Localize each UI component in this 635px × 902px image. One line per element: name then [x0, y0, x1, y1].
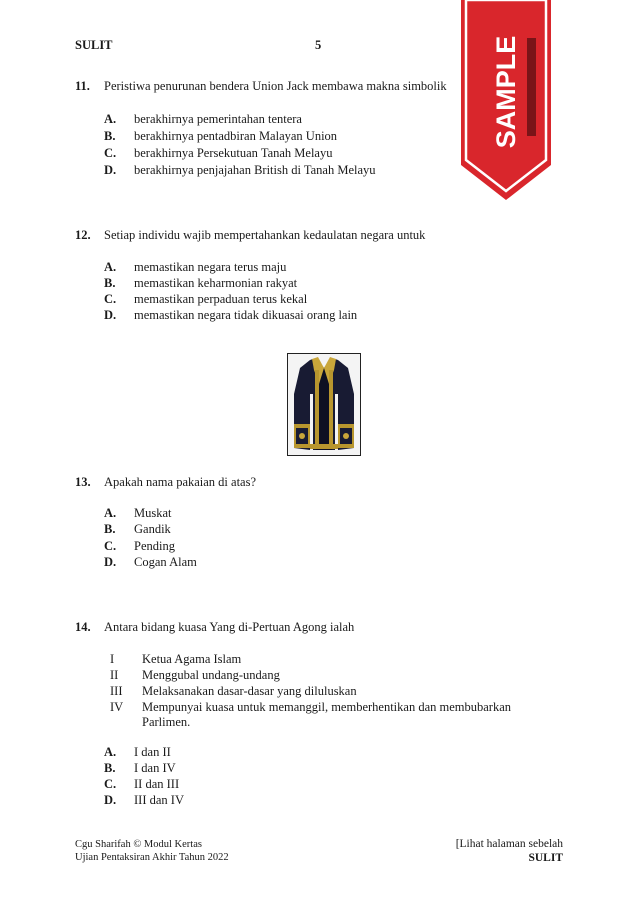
q12-option-c-letter: C. [104, 292, 117, 306]
q11-option-c-text: berakhirnya Persekutuan Tanah Melayu [134, 146, 333, 160]
q14-option-d-letter: D. [104, 793, 117, 807]
q11-option-a-text: berakhirnya pemerintahan tentera [134, 112, 302, 126]
q14-option-d-text: III dan IV [134, 793, 184, 807]
q13-option-c-text: Pending [134, 539, 175, 553]
q11-option-d-letter: D. [104, 163, 117, 177]
q14-statement-i-text: Ketua Agama Islam [142, 652, 242, 666]
footer-right-sulit: SULIT [528, 852, 563, 864]
q11-option-d-text: berakhirnya penjajahan British di Tanah Melayu [134, 163, 376, 177]
q12-option-d-text: memastikan negara tidak dikuasai orang lain [134, 308, 358, 322]
q12-option-a-text: memastikan negara terus maju [134, 260, 287, 274]
question-11-number: 11. [75, 79, 90, 93]
q14-statement-iv-num: IV [110, 700, 124, 714]
footer-next-page [450, 837, 563, 865]
q14-option-a-letter: A. [104, 745, 117, 759]
q13-option-a-text: Muskat [134, 506, 172, 520]
question-12-number: 12. [75, 228, 91, 242]
question-13-number: 13. [75, 475, 91, 489]
footer-credit [75, 838, 229, 864]
footer-left-line1: Cgu Sharifah © Modul Kertas [75, 839, 202, 850]
footer-left-line2: Ujian Pentaksiran Akhir Tahun 2022 [75, 852, 229, 863]
q13-option-d-letter: D. [104, 555, 117, 569]
page-number: 5 [315, 38, 322, 52]
question-13-text: Apakah nama pakaian di atas? [104, 475, 257, 489]
q14-statement-ii-num: II [110, 668, 119, 682]
header-sulit: SULIT [75, 38, 113, 52]
q14-option-a-text: I dan II [134, 745, 171, 759]
q14-statement-ii-text: Menggubal undang-undang [142, 668, 280, 682]
q12-option-c-text: memastikan perpaduan terus kekal [134, 292, 308, 306]
q12-option-d-letter: D. [104, 308, 117, 322]
q12-option-b-text: memastikan keharmonian rakyat [134, 276, 298, 290]
q11-option-b-text: berakhirnya pentadbiran Malayan Union [134, 129, 338, 143]
question-14-number: 14. [75, 620, 91, 634]
q13-option-c-letter: C. [104, 539, 117, 553]
q12-option-a-letter: A. [104, 260, 117, 274]
q12-option-b-letter: B. [104, 276, 116, 290]
footer-right-line1: [Lihat halaman sebelah [455, 838, 563, 850]
q14-option-c-text: II dan III [134, 777, 180, 791]
garment-photo [287, 353, 361, 456]
q11-option-b-letter: B. [104, 129, 116, 143]
q13-option-b-text: Gandik [134, 522, 171, 536]
q14-option-c-letter: C. [104, 777, 117, 791]
q14-statement-iii-num: III [110, 684, 123, 698]
q13-option-b-letter: B. [104, 522, 116, 536]
q11-option-c-letter: C. [104, 146, 117, 160]
sample-stamp-text: SAMPLE [491, 35, 521, 149]
q14-statement-iii-text: Melaksanakan dasar-dasar yang diluluskan [142, 684, 357, 698]
q14-option-b-letter: B. [104, 761, 116, 775]
embroidered-jacket-illustration [288, 354, 360, 455]
question-11-text: Peristiwa penurunan bendera Union Jack membawa makna simbolik [104, 79, 447, 93]
q14-statement-iv-text: Mempunyai kuasa untuk memanggil, memberhentikan dan membubarkan Parlimen. [142, 700, 512, 729]
question-14-text: Antara bidang kuasa Yang di-Pertuan Agong ialah [104, 620, 355, 634]
sample-ribbon-stamp [461, 0, 551, 200]
q13-option-d-text: Cogan Alam [134, 555, 197, 569]
question-12-text: Setiap individu wajib mempertahankan kedaulatan negara untuk [104, 228, 426, 242]
q14-option-b-text: I dan IV [134, 761, 176, 775]
q13-option-a-letter: A. [104, 506, 117, 520]
q11-option-a-letter: A. [104, 112, 117, 126]
q14-statement-i-num: I [110, 652, 115, 666]
